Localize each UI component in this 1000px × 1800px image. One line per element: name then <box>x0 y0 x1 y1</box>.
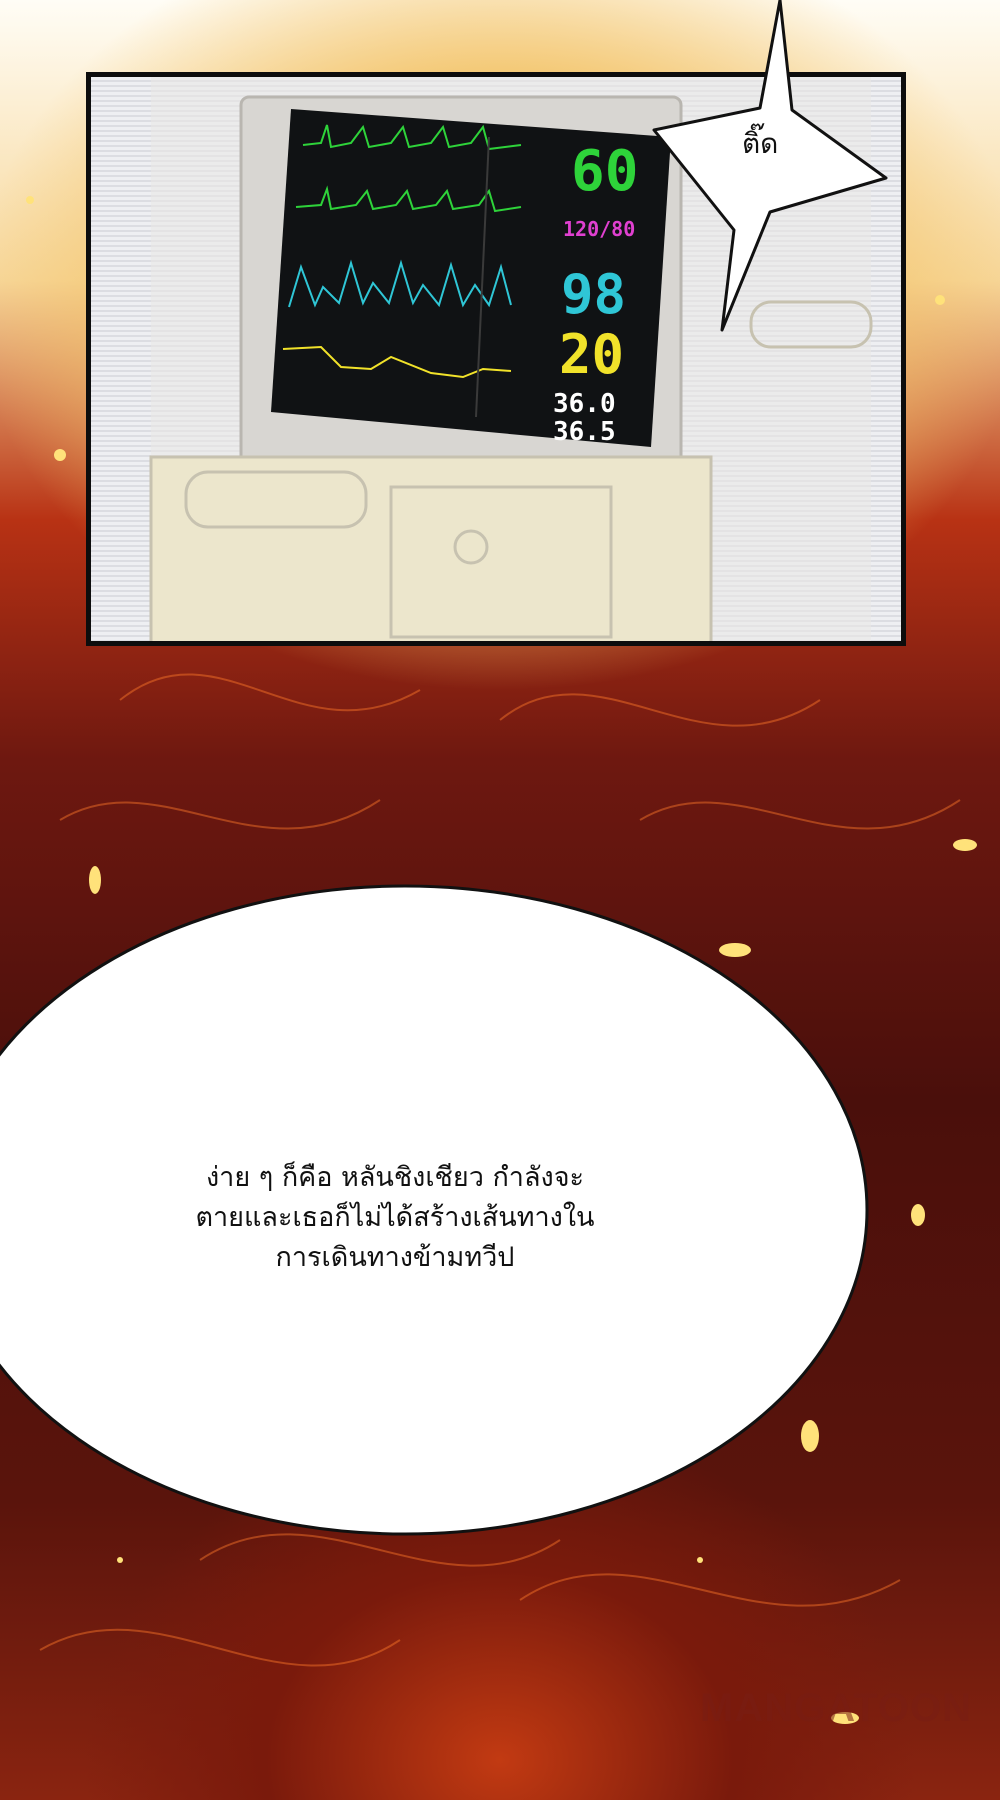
speech-line: ง่าย ๆ ก็คือ หลันชิงเชียว กำลังจะ <box>205 1162 585 1193</box>
respiration-rate-value: 20 <box>559 323 625 386</box>
sfx-text: ติ๊ด <box>742 127 779 160</box>
blood-pressure-value: 120/80 <box>563 217 636 241</box>
spo2-value: 98 <box>561 263 627 326</box>
speech-text <box>150 1158 640 1278</box>
heart-rate-value: 60 <box>571 139 639 204</box>
speech-line: ตายและเธอก็ไม่ได้สร้างเส้นทางใน <box>195 1202 595 1233</box>
watermark: MANGATOON <box>700 1686 972 1730</box>
speech-line: การเดินทางข้ามทวีป <box>275 1242 515 1273</box>
temperature-2-value: 36.5 <box>553 417 616 447</box>
temperature-1-value: 36.0 <box>553 389 616 419</box>
sfx-burst-bubble <box>650 0 900 340</box>
